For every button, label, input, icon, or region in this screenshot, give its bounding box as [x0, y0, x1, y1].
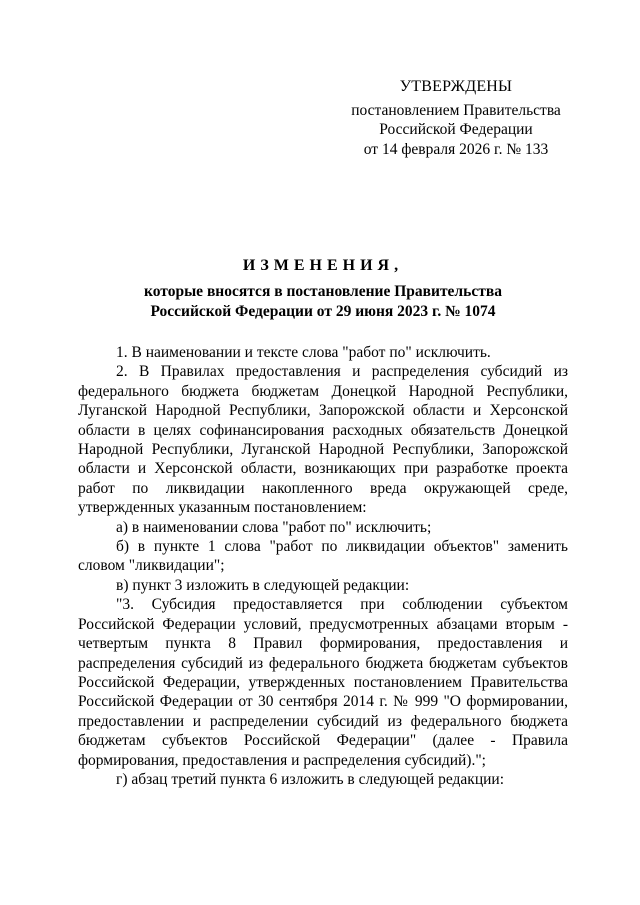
paragraph-6: "3. Субсидия предоставляется при соблюдении субъектом Российской Федерации условий, предусмотренных абзацами вторым - четвертым пункта 8 Правил формирования, предоставления и распределения субсидий из федерального бюджета бюджетам субъектов Российской Федерации, утвержденных постановлением Правительства Российской Федерации от 30 сентября 2014 г. № 999 "О формировании, предоставлении и распределении субсидий из федерального бюджета бюджетам субъектов Российской Федерации" (далее - Правила формирования, предоставления и распределения субсидий)."; [78, 596, 568, 769]
paragraph-3: а) в наименовании слова "работ по" исключить; [116, 518, 432, 536]
approval-line-3: от 14 февраля 2026 г. № 133 [363, 140, 549, 158]
approval-stamp [340, 77, 572, 159]
document-title [78, 256, 568, 321]
paragraph-7: г) абзац третий пункта 6 изложить в следующей редакции: [116, 770, 505, 788]
title-subtitle-line-1: которые вносятся в постановление Правительства [144, 283, 502, 300]
title-subtitle-line-2: Российской Федерации от 29 июня 2023 г. № 1074 [150, 302, 496, 320]
approval-line-1: постановлением Правительства [351, 101, 561, 119]
document-body [78, 343, 568, 789]
paragraph-5: в) пункт 3 изложить в следующей редакции: [116, 576, 410, 594]
paragraph-4: б) в пункте 1 слова "работ по ликвидации объектов" заменить словом "ликвидации"; [78, 538, 568, 575]
paragraph-1: 1. В наименовании и тексте слова "работ по" исключить. [116, 344, 491, 361]
paragraph-2: 2. В Правилах предоставления и распределения субсидий из федерального бюджета бюджетам Донецкой Народной Республики, Луганской Народной Республики, Запорожской области и Херсонской области в целях софинансирования расходных обязательств Донецкой Народной Республики, Луганской Народной Республики, Запорожской области и Херсонской области, возникающих при разработке проекта работ по ликвидации накопленного вреда окружающей среде, утвержденных указанным постановлением: [78, 363, 568, 517]
approval-line-2: Российской Федерации [379, 121, 533, 138]
title-main: ИЗМЕНЕНИЯ, [242, 257, 404, 274]
approval-heading: УТВЕРЖДЕНЫ [399, 78, 513, 95]
